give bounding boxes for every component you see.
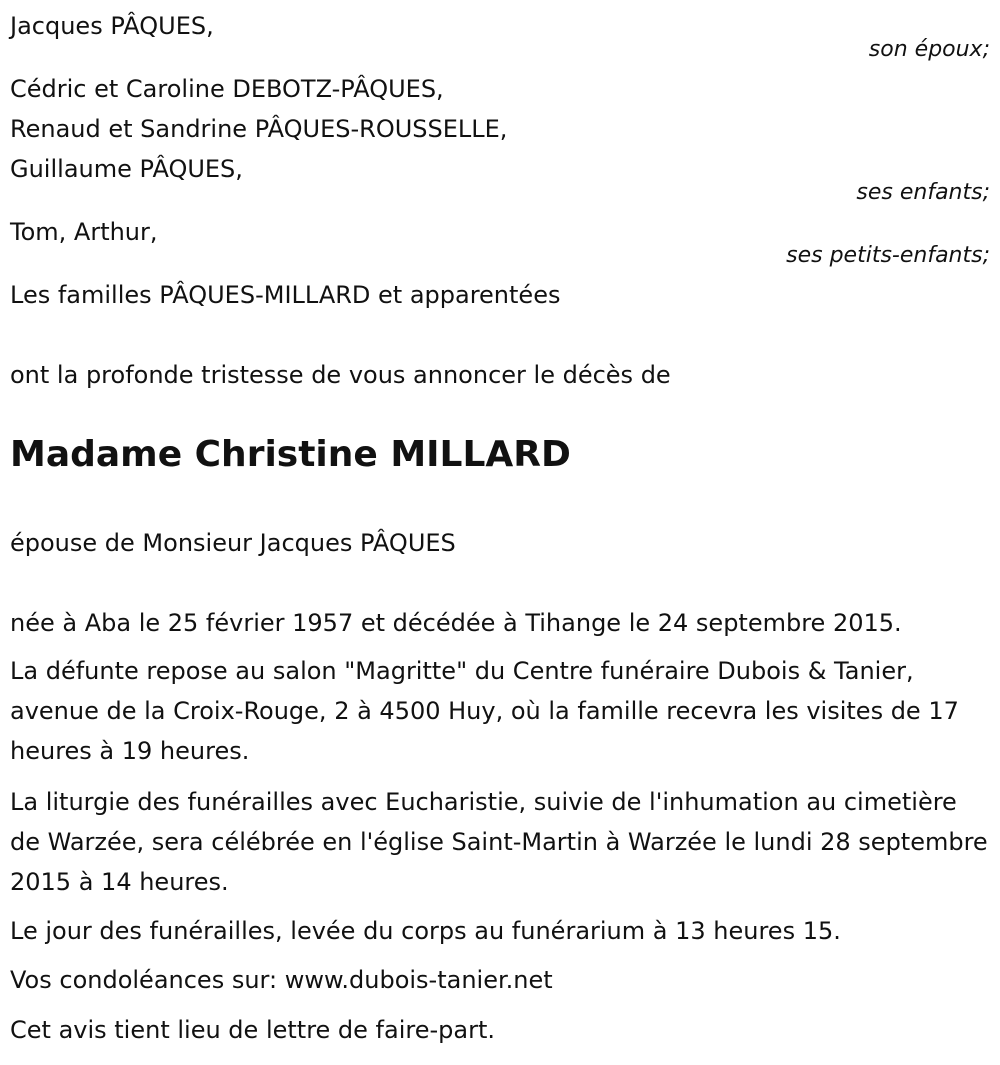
condolences-line: Vos condoléances sur: www.dubois-tanier.net xyxy=(10,966,553,994)
notice-line: Cet avis tient lieu de lettre de faire-part. xyxy=(10,1016,495,1044)
announcement-text: ont la profonde tristesse de vous annoncer le décès de xyxy=(10,361,671,389)
spouse-role: son époux; xyxy=(868,37,990,62)
child-line-2: Renaud et Sandrine PÂQUES-ROUSSELLE, xyxy=(10,115,508,143)
grandchildren-role: ses petits-enfants; xyxy=(786,243,990,268)
extended-families: Les familles PÂQUES-MILLARD et apparentées xyxy=(10,281,561,309)
birth-death-line: née à Aba le 25 février 1957 et décédée à Tihange le 24 septembre 2015. xyxy=(10,609,902,637)
child-line-1: Cédric et Caroline DEBOTZ-PÂQUES, xyxy=(10,75,444,103)
deceased-name: Madame Christine MILLARD xyxy=(10,434,571,475)
spouse-of-line: épouse de Monsieur Jacques PÂQUES xyxy=(10,529,456,557)
grandchildren-names: Tom, Arthur, xyxy=(10,218,158,246)
visitation-paragraph: La défunte repose au salon "Magritte" du Centre funéraire Dubois & Tanier, avenue de la Croix-Rouge, 2 à 4500 Huy, où la famille recevra les visites de 17 heures à 19 heures. xyxy=(10,657,959,765)
children-role: ses enfants; xyxy=(856,180,990,205)
child-line-3: Guillaume PÂQUES, xyxy=(10,155,243,183)
funeral-day-line: Le jour des funérailles, levée du corps au funérarium à 13 heures 15. xyxy=(10,917,841,945)
funeral-liturgy-paragraph: La liturgie des funérailles avec Eucharistie, suivie de l'inhumation au cimetière de Warzée, sera célébrée en l'église Saint-Martin à Warzée le lundi 28 septembre 2015 à 14 heures. xyxy=(10,788,988,896)
spouse-name: Jacques PÂQUES, xyxy=(10,12,214,40)
